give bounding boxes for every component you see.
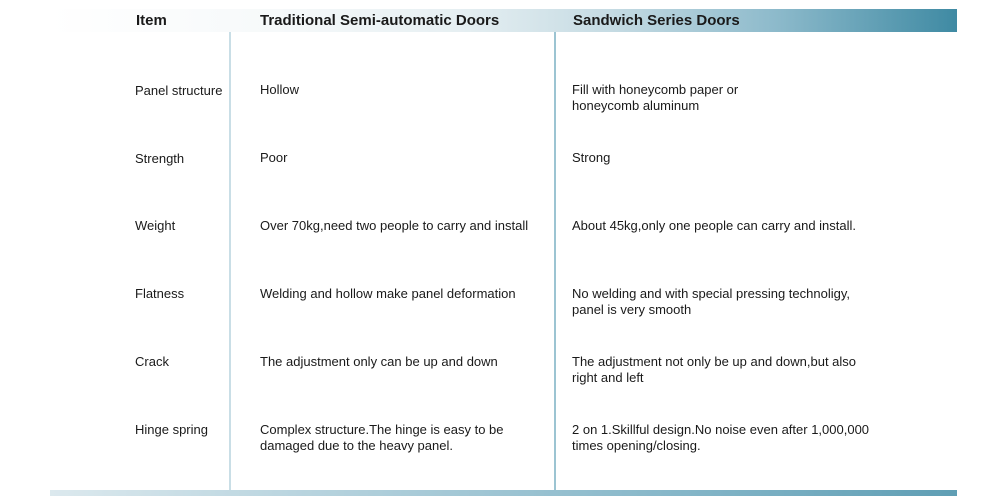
header-sandwich-doors: Sandwich Series Doors bbox=[573, 12, 740, 29]
row-item-label: Weight bbox=[135, 218, 176, 233]
row-item-label: Crack bbox=[135, 354, 169, 369]
row-item-label: Strength bbox=[135, 151, 185, 166]
traditional-value: The adjustment only can be up and down bbox=[260, 354, 498, 369]
sandwich-value: About 45kg,only one people can carry and install. bbox=[572, 218, 857, 233]
traditional-value: Over 70kg,need two people to carry and install bbox=[260, 218, 529, 233]
column-divider-2 bbox=[554, 32, 556, 490]
header-item: Item bbox=[136, 12, 167, 29]
sandwich-value: Strong bbox=[572, 150, 611, 165]
row-item-label: Flatness bbox=[135, 286, 185, 301]
traditional-value: Hollow bbox=[260, 82, 300, 97]
bottom-bar bbox=[50, 490, 957, 496]
traditional-value: Welding and hollow make panel deformation bbox=[260, 286, 516, 301]
traditional-value: Complex structure.The hinge is easy to be damaged due to the heavy panel. bbox=[260, 422, 504, 453]
sandwich-value: 2 on 1.Skillful design.No noise even after 1,000,000 times opening/closing. bbox=[572, 422, 870, 453]
row-item-label: Panel structure bbox=[135, 83, 223, 98]
traditional-value: Poor bbox=[260, 150, 288, 165]
row-item-label: Hinge spring bbox=[135, 422, 208, 437]
column-divider-1 bbox=[229, 32, 231, 490]
header-bar bbox=[50, 9, 957, 32]
sandwich-value: The adjustment not only be up and down,but also right and left bbox=[572, 354, 857, 385]
header-traditional-doors: Traditional Semi-automatic Doors bbox=[260, 12, 500, 29]
sandwich-value: No welding and with special pressing technoligy, panel is very smooth bbox=[572, 286, 850, 317]
sandwich-value: Fill with honeycomb paper or honeycomb aluminum bbox=[572, 82, 739, 113]
